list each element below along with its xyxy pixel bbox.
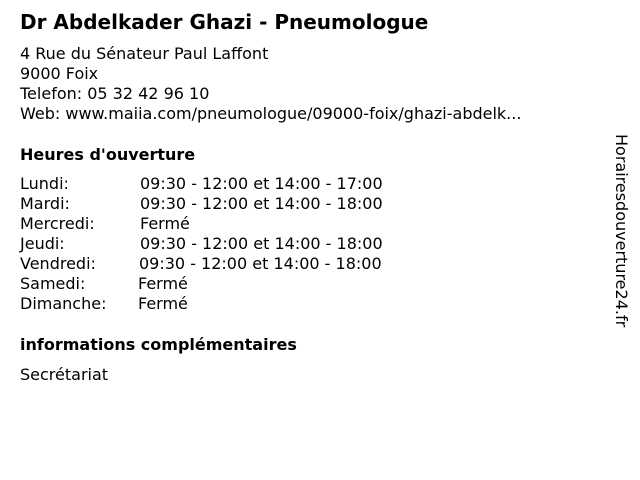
info-heading: informations complémentaires [20,335,297,354]
day-label: Jeudi: [20,234,65,253]
day-label: Dimanche: [20,294,107,313]
opening-hours-heading: Heures d'ouverture [20,145,196,164]
site-watermark: Horairesdouverture24.fr [612,134,631,328]
hours-value: Fermé [138,274,188,293]
business-title: Dr Abdelkader Ghazi - Pneumologue [20,10,429,34]
address-street: 4 Rue du Sénateur Paul Laffont [20,44,269,63]
day-label: Mardi: [20,194,70,213]
address-city: 9000 Foix [20,64,99,83]
info-text: Secrétariat [20,365,109,384]
phone-number: Telefon: 05 32 42 96 10 [20,84,210,103]
day-label: Samedi: [20,274,86,293]
day-label: Vendredi: [20,254,96,273]
day-label: Lundi: [20,174,69,193]
hours-value: 09:30 - 12:00 et 14:00 - 18:00 [140,194,383,213]
hours-value: 09:30 - 12:00 et 14:00 - 17:00 [140,174,383,193]
hours-value: 09:30 - 12:00 et 14:00 - 18:00 [139,254,382,273]
day-label: Mercredi: [20,214,95,233]
hours-value: Fermé [140,214,190,233]
website-link[interactable]: Web: www.maiia.com/pneumologue/09000-foix/ghazi-abdelk... [20,104,522,123]
hours-value: 09:30 - 12:00 et 14:00 - 18:00 [140,234,383,253]
hours-value: Fermé [138,294,188,313]
